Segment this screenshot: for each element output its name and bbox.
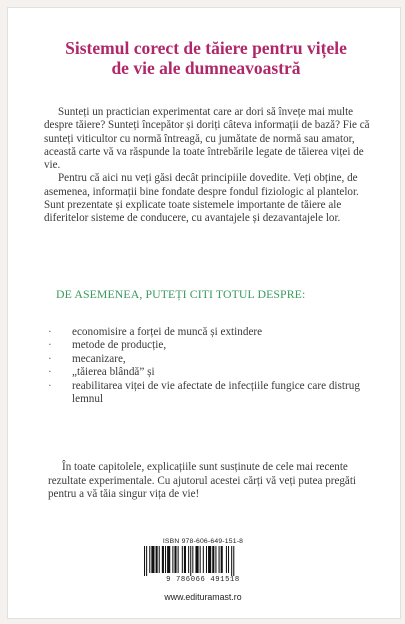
cover-title [26,38,386,78]
barcode-bar [203,546,204,573]
barcode-bar [195,546,198,573]
barcode-bar [188,546,189,573]
barcode-icon [141,546,265,576]
list-item [48,380,368,407]
bullet-marker: · [48,366,52,379]
barcode-bar [200,546,201,573]
barcode-bar [182,546,183,573]
list-item-text: reabilitarea viței de vie afectate de infecțiile fungice care distrug lemnul [72,379,360,406]
intro-paragraph-1: Sunteți un practician experimentat care ar dori să învețe mai multe despre tăiere? Sunteți începător și doriți câteva informații de bază? Fie că sunteți viticultor cu normă întreagă, cu jumătate de normă sau amator, această carte vă va răspunde la toate întrebările legate de tăierea viței de vie. [44,106,370,172]
barcode-bar [212,546,214,573]
list-item-text: mecanizare, [72,352,126,365]
barcode-bar [208,546,211,573]
barcode-digits: 9 786066 491518 [166,576,240,584]
topic-list [48,326,368,406]
barcode-bar [174,546,176,573]
barcode-bar [144,546,145,576]
also-read-heading: DE ASEMENEA, PUTEȚI CITI TOTUL DESPRE: [56,287,306,301]
barcode-bar [221,546,223,573]
barcode-bar [184,546,186,573]
bullet-marker: · [48,352,52,365]
barcode-bar [167,546,170,573]
barcode-bar [149,546,150,573]
bullet-marker: · [48,326,52,338]
back-cover [8,8,400,618]
closing-paragraph: În toate capitolele, explicațiile sunt susținute de cele mai recente rezultate experimentale. Cu ajutorul acestei cărți vă veți putea pregăti pentru a vă tăia singur vița de vie! [48,461,357,501]
publisher-website: www.edituramast.ro [164,592,242,602]
barcode-bar [190,546,191,576]
barcode-bar [159,546,160,573]
intro-paragraph-2: Pentru că aici nu veți găsi decât principiile dovedite. Veți obține, de asemenea, informații bine fondate despre fondul fiziologic al plantelor. Sunt prezentate și explicate toate sistemele importante de tăiere ale diferitelor sisteme de conducere, cu avantajele și dezavantajele lor. [44,172,359,225]
barcode-bar [231,546,232,576]
list-item-text: „tăierea blândă” și [72,366,155,379]
barcode-bar [233,546,234,576]
barcode-bar [162,546,164,573]
barcode-bar [156,546,158,573]
list-item [48,366,368,379]
barcode-bar [192,546,193,573]
barcode-bar [172,546,173,573]
list-item-text: metode de producție, [72,339,167,352]
barcode-bar [226,546,227,573]
barcode-bar [165,546,166,573]
list-item [48,326,368,339]
barcode-bar [219,546,220,573]
barcode-bar [228,546,229,573]
isbn-label: ISBN 978-606-649-151-8 [162,538,244,545]
closing-text [48,461,373,502]
barcode-block [136,538,270,584]
list-item [48,353,368,366]
barcode-bar [151,546,154,573]
bullet-marker: · [48,339,52,352]
title-line-2: de vie ale dumneavoastră [111,58,301,78]
bullet-marker: · [48,379,52,392]
barcode-bar [206,546,207,573]
barcode-bar [146,546,147,576]
title-line-1: Sistemul corect de tăiere pentru vițele [65,38,347,58]
list-item [48,339,368,352]
list-item-text: economisire a forței de muncă și extindere [72,326,263,338]
barcode-bar [178,546,179,573]
intro-text [44,106,379,226]
barcode-bar [215,546,216,573]
